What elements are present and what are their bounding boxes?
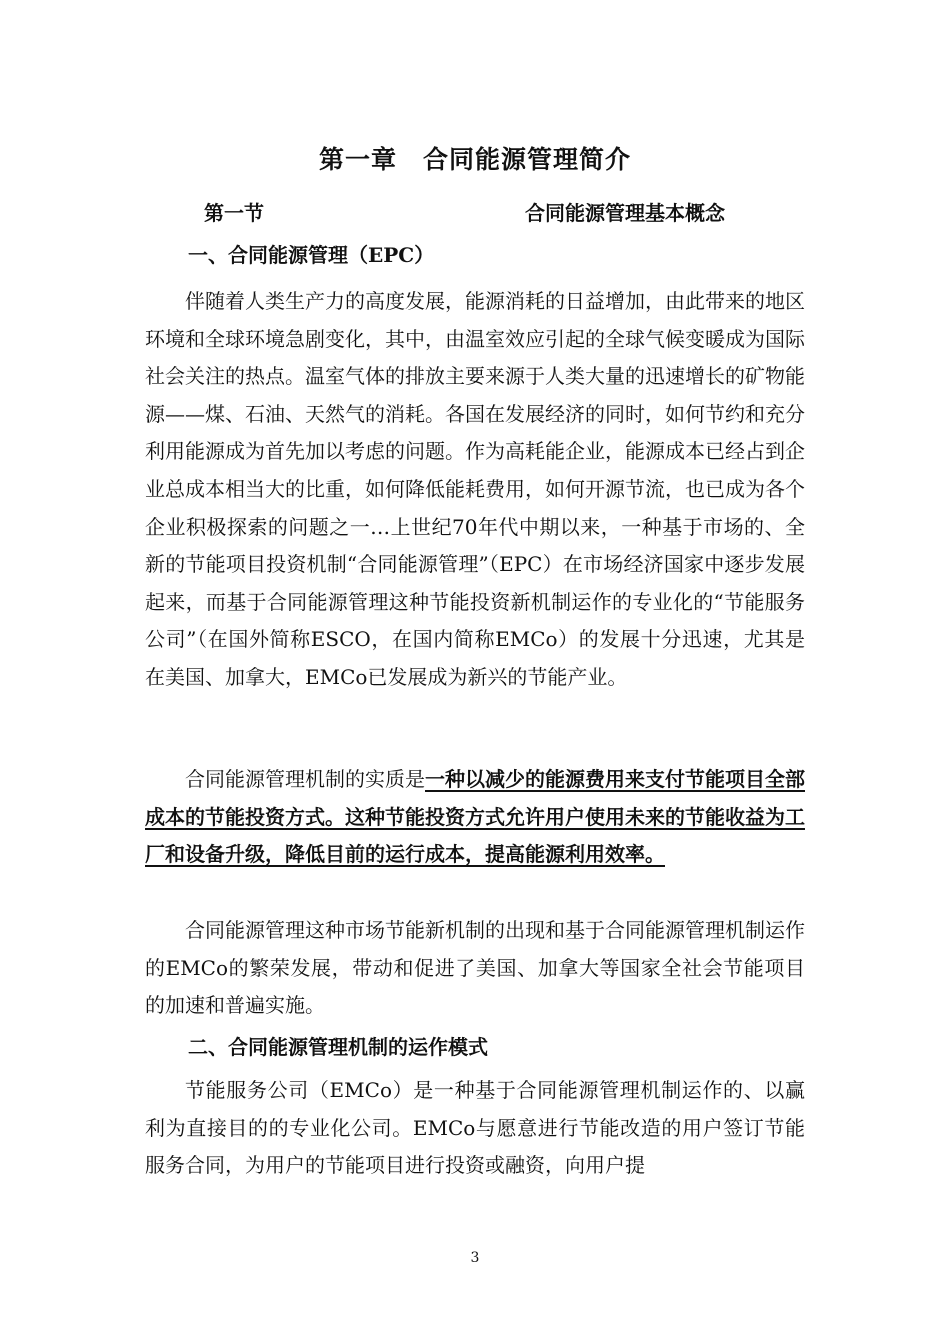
paragraph-essence-lead: 合同能源管理机制的实质是 (185, 767, 425, 791)
chapter-title: 第一章 合同能源管理简介 (318, 145, 631, 174)
paragraph-emco: 节能服务公司（EMCo）是一种基于合同能源管理机制运作的、以赢利为直接目的的专业化公司。EMCo与愿意进行节能改造的用户签订节能服务合同，为用户的节能项目进行投资或融资，向用户提 (145, 1078, 805, 1178)
paragraph-essence-emphasis: 一种以减少的能源费用来支付节能项目全部成本的节能投资方式。这种节能投资方式允许用户使用未来的节能收益为工厂和设备升级，降低目前的运行成本，提高能源利用效率。 (145, 767, 805, 867)
paragraph-background: 伴随着人类生产力的高度发展，能源消耗的日益增加，由此带来的地区环境和全球环境急剧变化，其中，由温室效应引起的全球气候变暖成为国际社会关注的热点。温室气体的排放主要来源于人类大量的迅速增长的矿物能源——煤、石油、天然气的消耗。各国在发展经济的同时，如何节约和充分利用能源成为首先加以考虑的问题。作为高耗能企业，能源成本已经占到企业总成本相当大的比重，如何降低能耗费用，如何开源节流，也已成为各个企业积极探索的问题之一…上世纪70年代中期以来，一种基于市场的、全新的节能项目投资机制“合同能源管理”（EPC）在市场经济国家中逐步发展起来，而基于合同能源管理这种节能投资新机制运作的专业化的“节能服务公司”（在国外简称ESCO，在国内简称EMCo）的发展十分迅速，尤其是在美国、加拿大，EMCo已发展成为新兴的节能产业。 (145, 289, 805, 689)
section-number: 第一节 (204, 201, 264, 225)
paragraph-essence (145, 761, 805, 874)
heading-operation-mode: 二、合同能源管理机制的运作模式 (188, 1035, 488, 1059)
page-number: 3 (470, 1250, 480, 1266)
heading-epc: 一、合同能源管理（EPC） (188, 243, 435, 267)
section-title: 合同能源管理基本概念 (525, 201, 725, 225)
paragraph-development: 合同能源管理这种市场节能新机制的出现和基于合同能源管理机制运作的EMCo的繁荣发展，带动和促进了美国、加拿大等国家全社会节能项目的加速和普遍实施。 (145, 918, 805, 1018)
